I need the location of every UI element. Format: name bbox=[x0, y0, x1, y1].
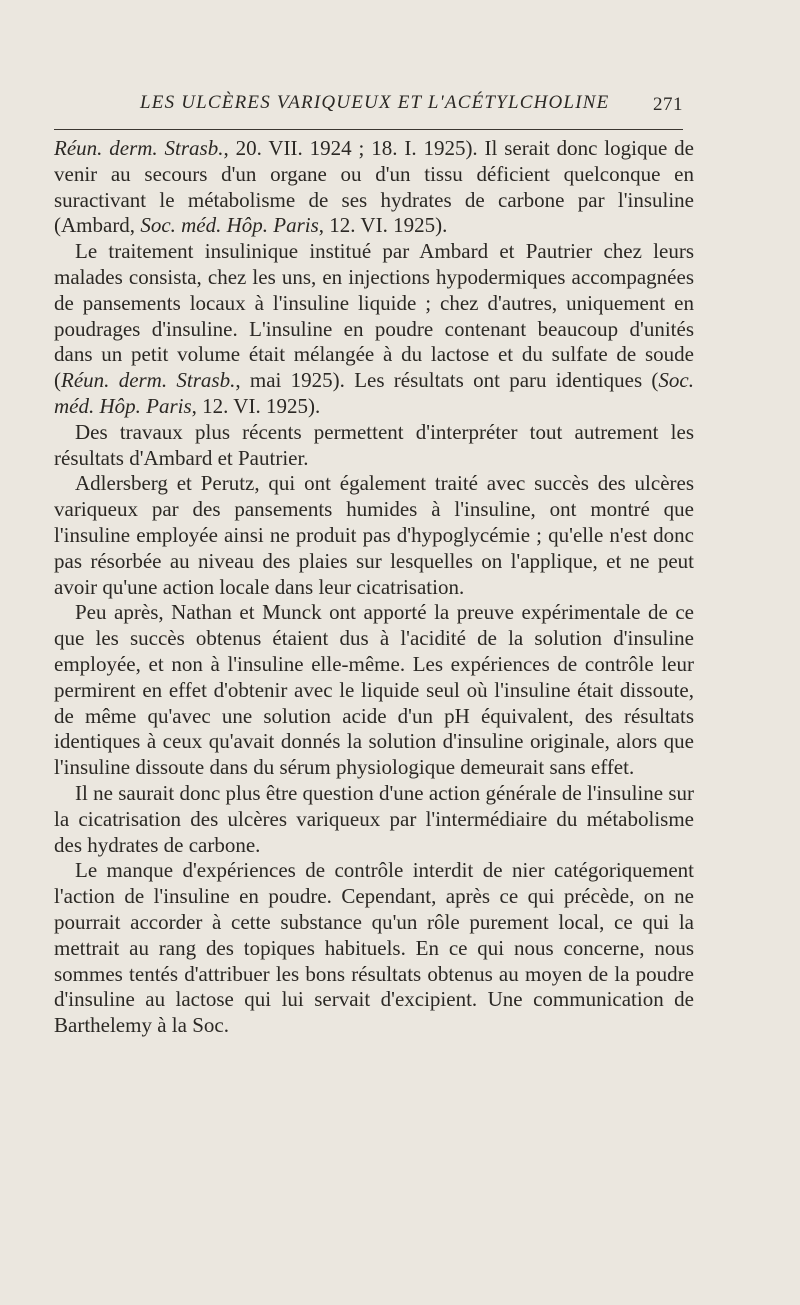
text-segment: , mai 1925). Les résultats ont paru identiques ( bbox=[235, 368, 659, 393]
paragraph-7 bbox=[54, 858, 694, 1039]
paragraph-6 bbox=[54, 781, 694, 858]
text-segment: Adlersberg et Perutz, qui ont également traité avec succès des ulcères variqueux par des pansements humides à l'insuline, ont montré que l'insuline employée ainsi ne produit pas d'hypoglycémie ; qu'elle n'est donc pas résorbée au niveau des plaies sur lesquelles on l'applique, et ne peut avoir qu'une action locale dans leur cicatrisation. bbox=[54, 471, 694, 599]
citation-text: Soc. méd. Hôp. Paris bbox=[140, 213, 319, 238]
citation-text: Soc. méd. Hôp. Paris bbox=[54, 368, 694, 418]
paragraph-3 bbox=[54, 420, 694, 472]
running-title: LES ULCÈRES VARIQUEUX ET L'ACÉTYLCHOLINE bbox=[140, 92, 610, 113]
paragraph-4 bbox=[54, 471, 694, 600]
page-number: 271 bbox=[653, 94, 683, 115]
header-rule bbox=[54, 129, 683, 130]
text-segment: Le manque d'expériences de contrôle interdit de nier catégoriquement l'action de l'insuline en poudre. Cependant, après ce qui précède, on ne pourrait accorder à cette substance qu'un rôle purement local, ce qui la mettrait au rang des topiques habituels. En ce qui nous concerne, nous sommes tentés d'attribuer les bons résultats obtenus au moyen de la poudre d'insuline au lactose qui lui servait d'excipient. Une communication de Barthelemy à la Soc. bbox=[54, 858, 694, 1038]
text-segment: Le traitement insulinique institué par Ambard et Pautrier chez leurs malades consista, chez les uns, en injections hypodermiques accompagnées de pansements locaux à l'insuline liquide ; chez d'autres, uniquement en poudrages d'insuline. L'insuline en poudre contenant beaucoup d'unités dans un petit volume était mélangée à du lactose et du sulfate de soude ( bbox=[54, 239, 694, 393]
text-segment: Peu après, Nathan et Munck ont apporté la preuve expérimentale de ce que les succès obtenus étaient dus à l'acidité de la solution d'insuline employée, et non à l'insuline elle-même. Les expériences de contrôle leur permirent en effet d'obtenir avec le liquide seul où l'insuline était dissoute, de même qu'avec une solution acide d'un pH équivalent, des résultats identiques à ceux qu'avait donnés la solution d'insuline originale, alors que l'insuline dissoute dans du sérum physiologique demeurait sans effet. bbox=[54, 600, 694, 780]
text-segment: , 12. VI. 1925). bbox=[191, 393, 321, 418]
citation-text: Réun. derm. Strasb. bbox=[61, 368, 236, 393]
text-segment: Il ne saurait donc plus être question d'une action générale de l'insuline sur la cicatrisation des ulcères variqueux par l'intermédiaire du métabolisme des hydrates de carbone. bbox=[54, 780, 694, 857]
paragraph-1 bbox=[54, 136, 694, 239]
page-header bbox=[54, 92, 683, 122]
text-segment: Des travaux plus récents permettent d'interpréter tout autrement les résultats d'Ambard et Pautrier. bbox=[54, 419, 694, 470]
text-segment: , 20. VII. 1924 ; 18. I. 1925). Il serait donc logique de venir au secours d'un organe ou d'un tissu déficient quelconque en suractivant le métabolisme de ses hydrates de carbone par l'insuline (Ambard, bbox=[54, 136, 694, 238]
body-text bbox=[54, 136, 694, 1039]
paragraph-2 bbox=[54, 239, 694, 420]
paragraph-5 bbox=[54, 600, 694, 781]
citation-text: Réun. derm. Strasb. bbox=[54, 136, 224, 160]
text-segment: , 12. VI. 1925). bbox=[318, 213, 448, 238]
